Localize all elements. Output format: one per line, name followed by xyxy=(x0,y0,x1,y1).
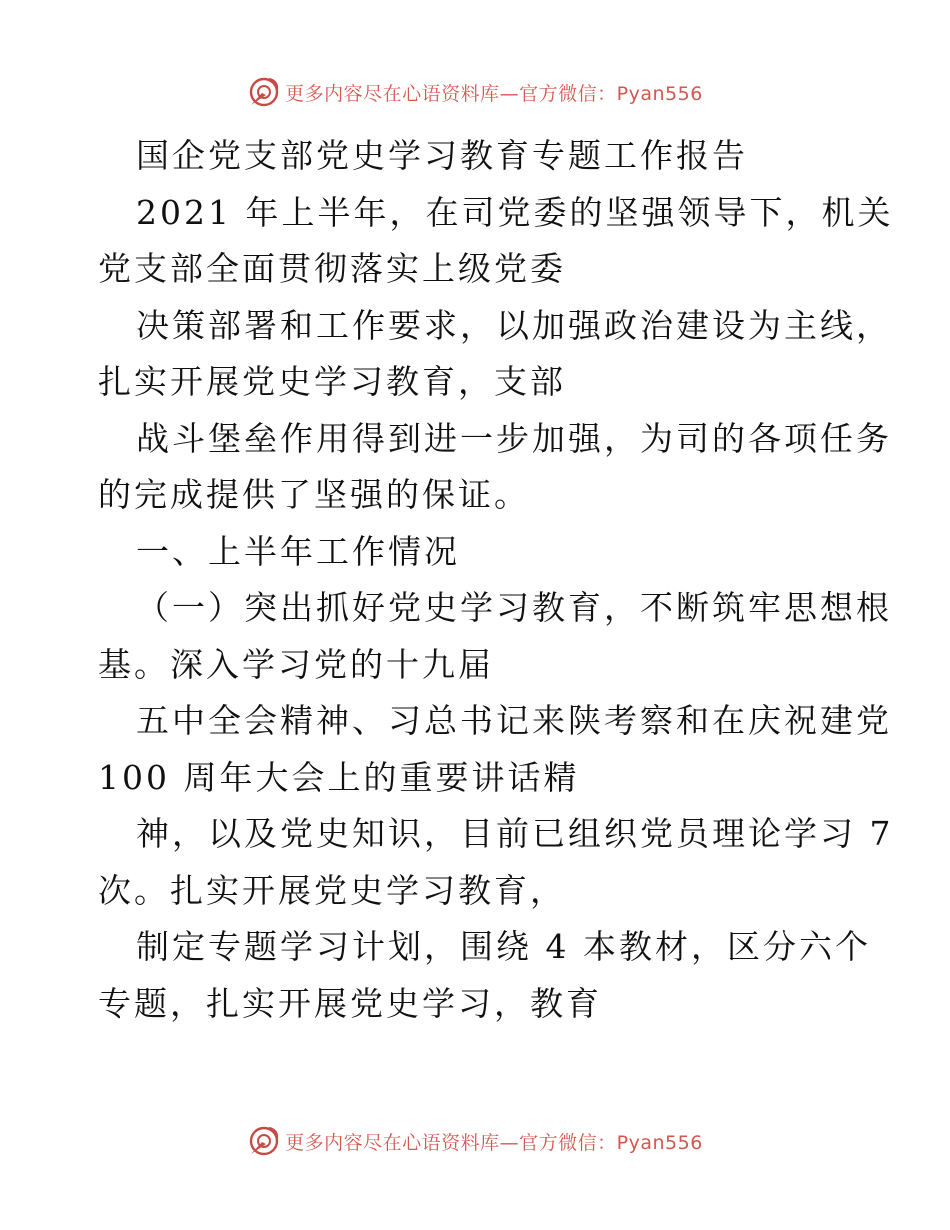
paragraph-line: 100 周年大会上的重要讲话精 xyxy=(98,757,580,797)
paragraph-line: 党支部全面贯彻落实上级党委 xyxy=(98,249,566,288)
paragraph-line: （一）突出抓好党史学习教育，不断筑牢思想根 xyxy=(136,588,892,627)
section-heading: 一、上半年工作情况 xyxy=(136,531,460,571)
paragraph-line: 战斗堡垒作用得到进一步加强，为司的各项任务 xyxy=(136,418,892,458)
paragraph-line: 扎实开展党史学习教育，支部 xyxy=(98,362,566,401)
paragraph-line: 专题，扎实开展党史学习，教育 xyxy=(98,983,602,1023)
paragraph-line: 次。扎实开展党史学习教育， xyxy=(98,870,566,910)
paragraph-line: 神，以及党史知识，目前已组织党员理论学习 7 xyxy=(136,814,894,853)
document-body xyxy=(98,128,894,1032)
quill-pen-logo-icon xyxy=(247,75,281,109)
paragraph-line: 制定专题学习计划，围绕 4 本教材，区分六个 xyxy=(136,927,871,966)
footer-watermark xyxy=(0,1121,950,1161)
watermark-text: 更多内容尽在心语资料库—官方微信：Pyan556 xyxy=(285,82,703,105)
paragraph-line: 2021 年上半年，在司党委的坚强领导下，机关 xyxy=(136,192,894,232)
paragraph-line: 的完成提供了坚强的保证。 xyxy=(98,475,530,514)
watermark-text: 更多内容尽在心语资料库—官方微信：Pyan556 xyxy=(285,1131,703,1154)
document-title: 国企党支部党史学习教育专题工作报告 xyxy=(136,136,748,175)
quill-pen-logo-icon xyxy=(247,1124,281,1158)
paragraph-line: 基。深入学习党的十九届 xyxy=(98,644,494,684)
header-watermark xyxy=(0,72,950,112)
paragraph-line: 五中全会精神、习总书记来陕考察和在庆祝建党 xyxy=(136,701,892,740)
paragraph-line: 决策部署和工作要求，以加强政治建设为主线， xyxy=(136,305,892,345)
